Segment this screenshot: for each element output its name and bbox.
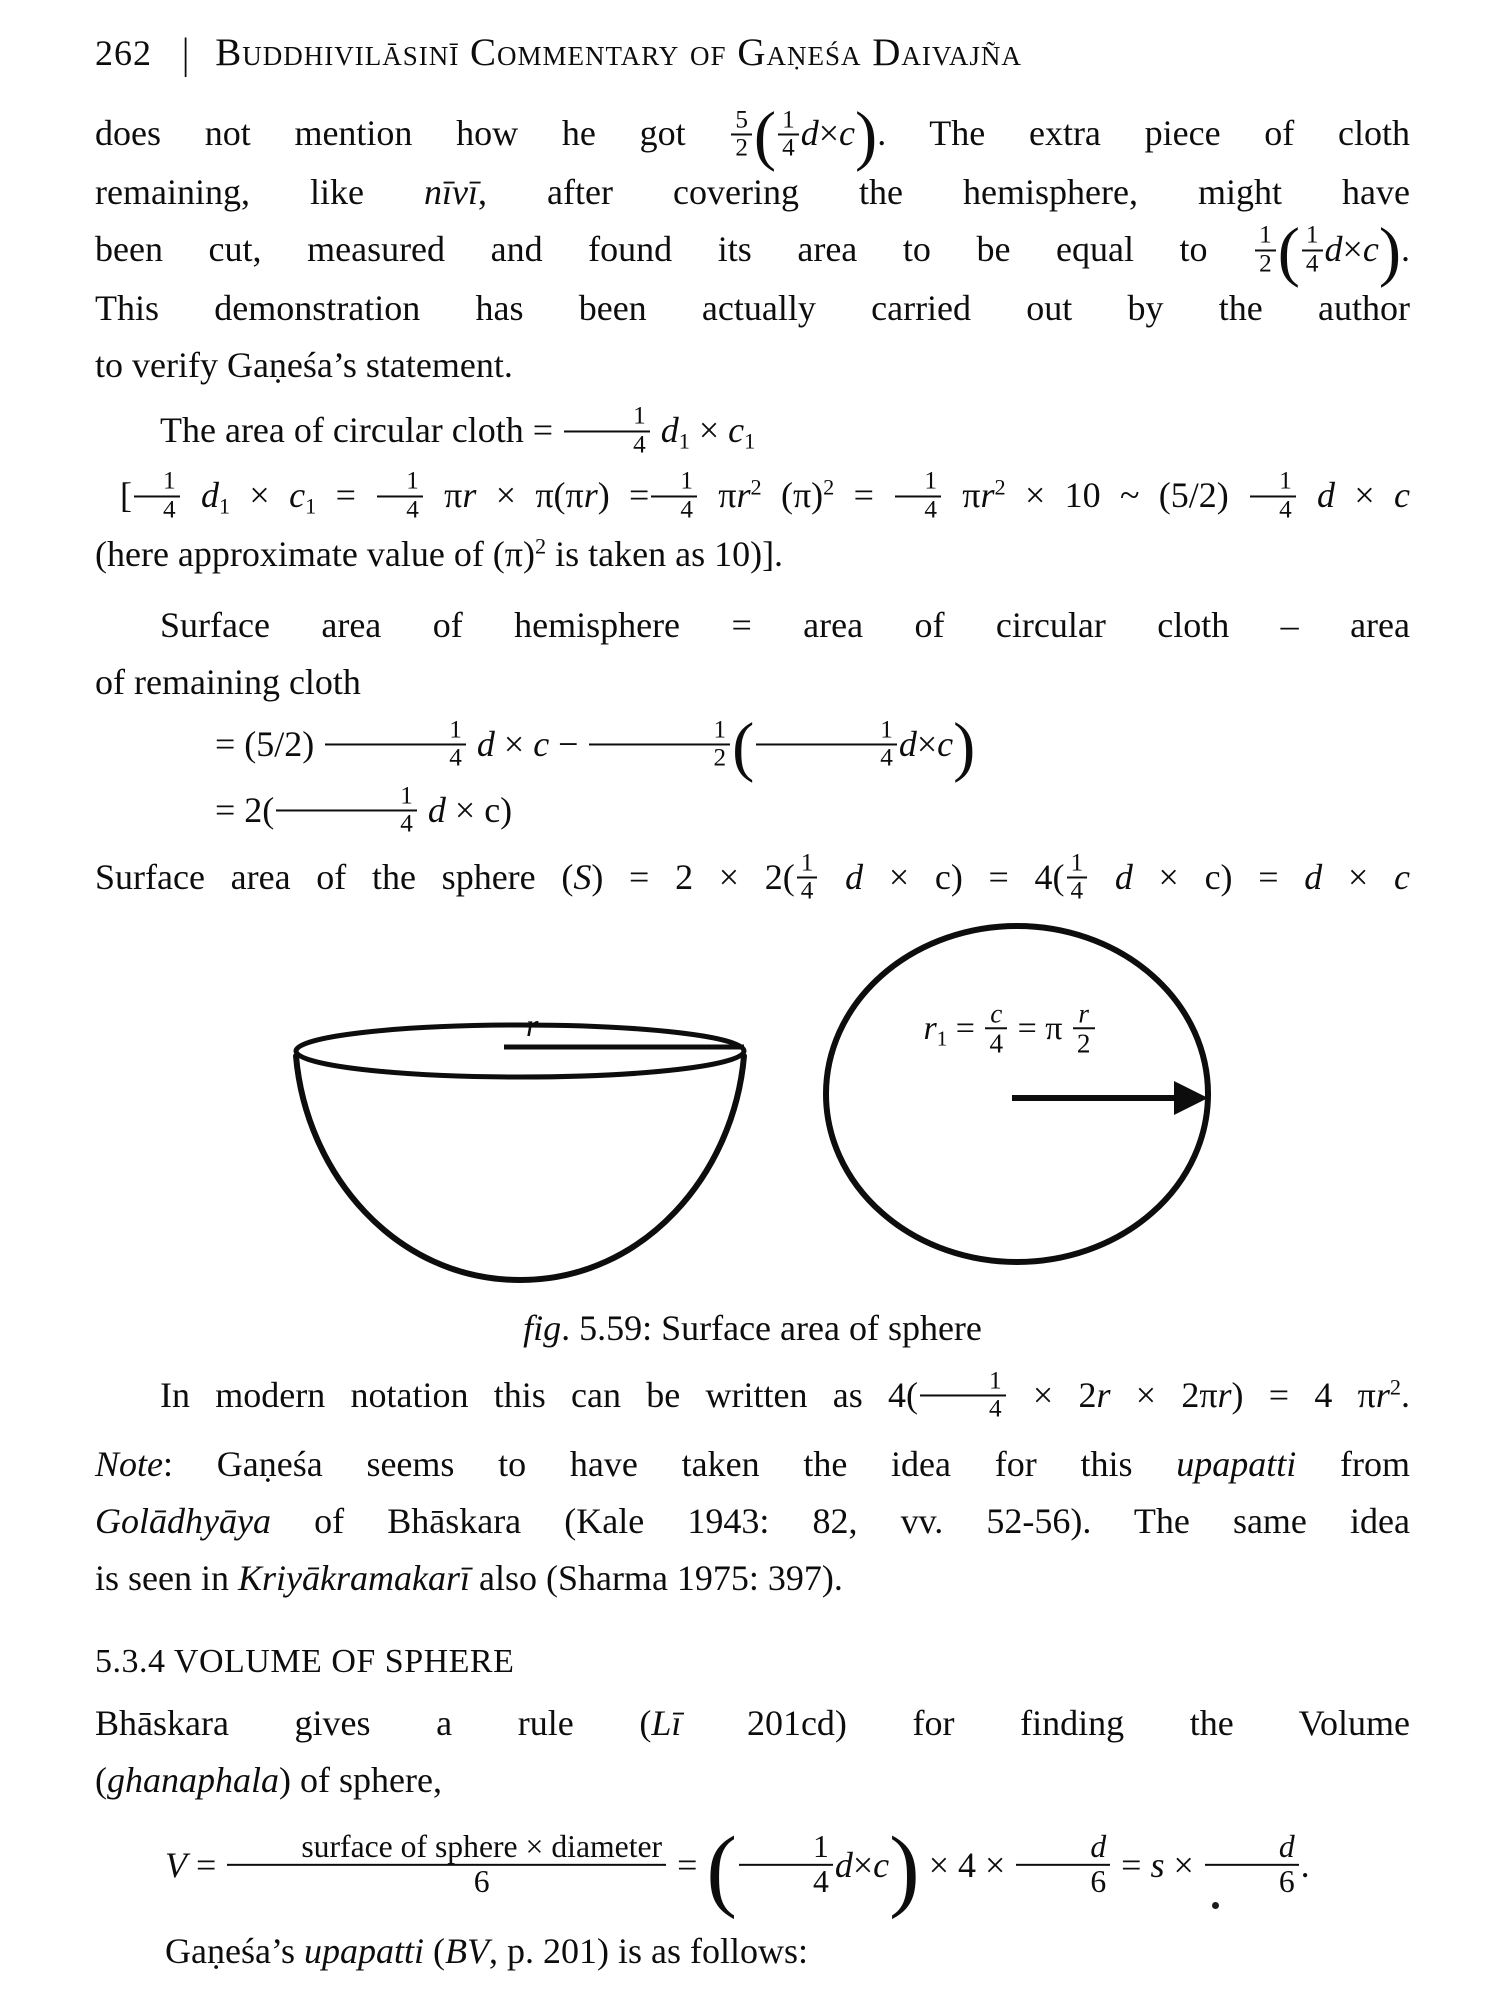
equation-sphere-surface: Surface area of the sphere (S) = 2 × 2( $\frac{1}{4}$ d × c) = 4( $\frac{1}{4}$ d × c) = d × c xyxy=(95,849,1410,905)
text-line: does not mention how he got $\frac{5}{2}$ ( $\frac{1}{4}$ d×c). The extra piece of cloth xyxy=(95,99,1410,173)
section-heading: 5.3.4 VOLUME OF SPHERE xyxy=(95,1642,515,1680)
paragraph-cloth-demonstration xyxy=(95,99,1410,394)
running-title: Buddhivilāsinī Commentary of Gaṇeśa Daivajña xyxy=(215,31,1022,74)
page-header xyxy=(95,30,1410,75)
paragraph-surface-hemisphere-line2: of remaining cloth xyxy=(95,661,361,702)
paragraph-modern-notation: In modern notation this can be written as 4( $\frac{1}{4}$ × 2r × 2πr) = 4 $\pi r^2$. xyxy=(160,1367,1411,1423)
text-line: Note: Gaṇeśa seems to have taken the idea for this upapatti from xyxy=(95,1443,1410,1484)
paragraph-closing: Gaṇeśa’s upapatti (BV, p. 201) is as follows: xyxy=(165,1930,808,1971)
hemisphere-bowl xyxy=(296,1056,744,1280)
equation-bracket-line2: (here approximate value of $(\pi)^2$ is taken as 10)]. xyxy=(95,533,784,574)
sphere-radius-formula: $r_1$ = $\frac{c}{4}$ = π $\frac{r}{2}$ xyxy=(830,1002,1190,1061)
text-line: remaining, like nīvī, after covering the hemisphere, might have xyxy=(95,171,1410,212)
stray-ink-dot xyxy=(1212,1902,1219,1909)
equation-area-circular-cloth: The area of circular cloth = $\frac{1}{4}$ $d_1 \times c_1$ xyxy=(160,402,756,459)
text-line: is seen in Kriyākramakarī also (Sharma 1975: 397). xyxy=(95,1557,843,1598)
page-number: 262 xyxy=(95,33,152,73)
text-line: Golādhyāya of Bhāskara (Kale 1943: 82, vv. 52-56). The same idea xyxy=(95,1500,1410,1541)
equation-subtraction-line2: = 2( $\frac{1}{4}$ d × c) xyxy=(215,782,513,838)
figure-drawing xyxy=(230,918,1230,1290)
paragraph-bhaskara-rule xyxy=(95,1695,1410,1809)
figure-caption: fig. 5.59: Surface area of sphere xyxy=(523,1307,982,1348)
equation-subtraction-line1: = (5/2) $\frac{1}{4}$ d × c − $\frac{1}{2}$ ( $\frac{1}{4}$ d×c) xyxy=(215,710,976,784)
text-line: to verify Gaṇeśa’s statement. xyxy=(95,344,513,385)
text-line: This demonstration has been actually carried out by the author xyxy=(95,287,1410,328)
figure-surface-area-of-sphere xyxy=(230,918,1230,1290)
paragraph-note xyxy=(95,1436,1410,1607)
hemisphere-rim xyxy=(296,1025,744,1077)
text-line: Bhāskara gives a rule (Lī 201cd) for finding the Volume xyxy=(95,1702,1410,1743)
text-line: been cut, measured and found its area to be equal to $\frac{1}{2}$ ( $\frac{1}{4}$ d×c). xyxy=(95,215,1410,289)
sphere-outline xyxy=(826,926,1208,1262)
equation-volume: V = $\frac{\text{surface of sphere × diameter}}{6}$ = ( $\frac{1}{4}$ d×c) × 4 × $\frac{d}{6}$ = s × $\frac{d}{6}$ . xyxy=(165,1817,1310,1920)
radius-label: r xyxy=(526,1006,539,1043)
paragraph-surface-hemisphere-line1: Surface area of hemisphere = area of circular cloth – area xyxy=(160,604,1410,645)
header-separator: | xyxy=(182,29,190,77)
equation-bracket-line1: [ $\frac{1}{4}$ $d_1 \times c_1$ = $\frac{1}{4}$ πr × π(πr) = $\frac{1}{4}$ $\pi r^2$ $(\pi)^2$ = $\frac{1}{4}$ $\pi r^2 \times 10$ ~ (5/2) $\frac{1}{4}$ d × c xyxy=(120,467,1411,524)
radius-arrow-head xyxy=(1174,1081,1208,1115)
text-line: (ghanaphala) of sphere, xyxy=(95,1759,442,1800)
